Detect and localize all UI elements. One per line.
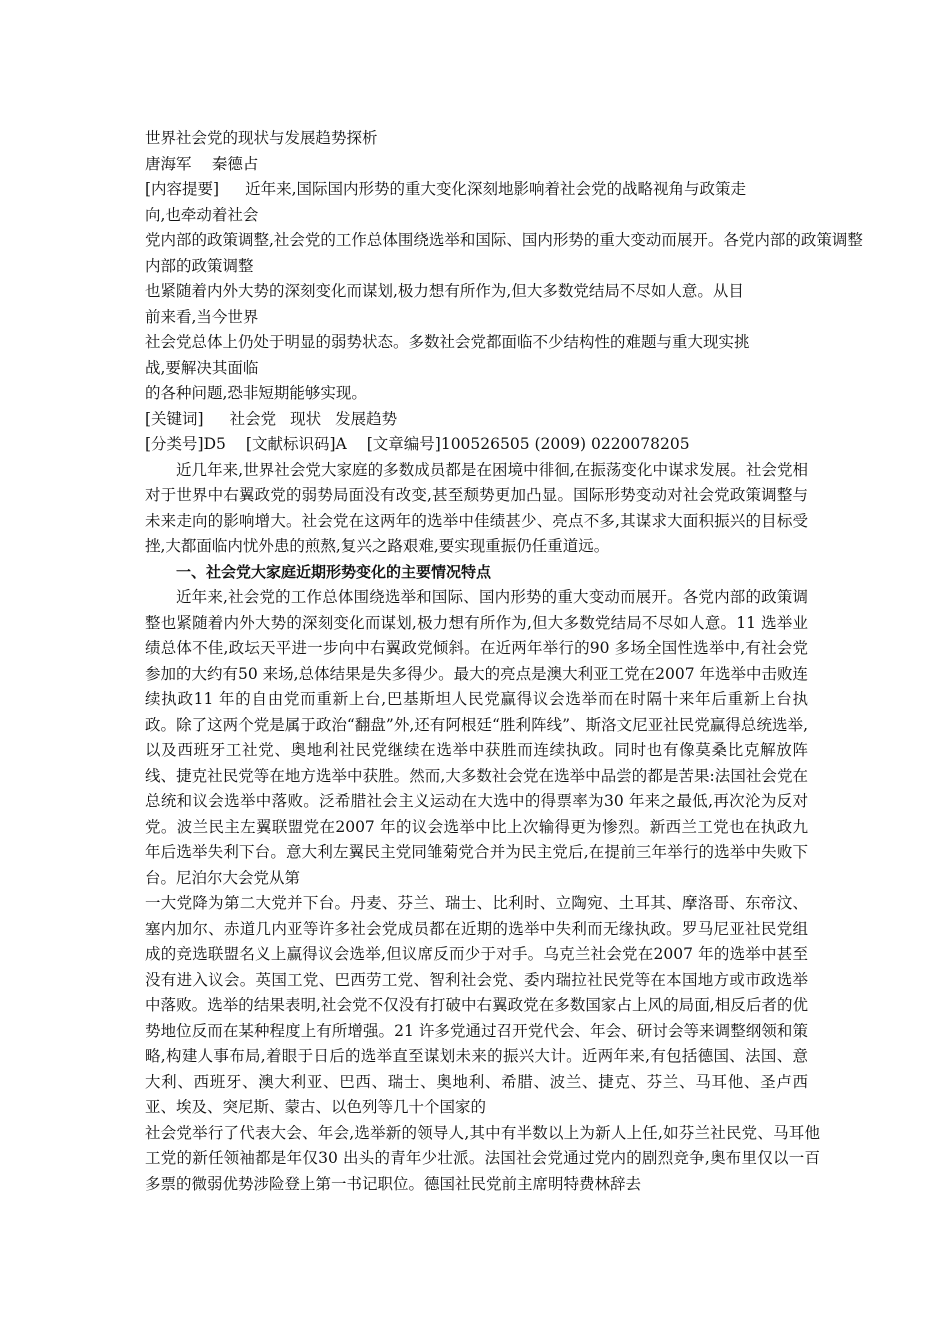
abstract-row-7: 社会党总体上仍处于明显的弱势状态。多数社会党都面临不少结构性的难题与重大现实挑 xyxy=(145,333,750,351)
keyword-3: 发展趋势 xyxy=(335,409,398,428)
article-no-value: 100526505 (2009) 0220078205 xyxy=(440,435,690,453)
abstract-row-1 xyxy=(145,177,820,203)
keywords-row xyxy=(145,407,820,433)
abstract-row-2: 向,也牵动着社会 xyxy=(145,205,259,224)
abstract-row-8: 战,要解决其面临 xyxy=(145,358,259,377)
classification-row xyxy=(145,432,820,458)
class-value: D5 xyxy=(203,435,226,453)
article-no-label: [文章编号] xyxy=(366,435,441,453)
abstract-row-6: 前来看,当今世界 xyxy=(145,307,259,326)
abstract-row-9: 的各种问题,恐非短期能够实现。 xyxy=(145,384,367,402)
abstract-row-3: 党内部的政策调整,社会党的工作总体围绕选举和国际、国内形势的重大变动而展开。各党内部的政策调整 xyxy=(145,231,863,249)
authors-line: 唐海军 秦德占 xyxy=(145,154,259,173)
title-line: 世界社会党的现状与发展趋势探析 xyxy=(145,129,378,147)
abstract-row-5: 也紧随着内外大势的深刻变化而谋划,极力想有所作为,但大多数党结局不尽如人意。从目 xyxy=(145,282,744,300)
body-paragraph-2: 一大党降为第二大党并下台。丹麦、芬兰、瑞士、比利时、立陶宛、土耳其、摩洛哥、东帝汶、塞内加尔、赤道几内亚等许多社会党成员都在近期的选举中失利而无缘执政。罗马尼亚社民党组成的竞选联盟名义上赢得议会选举,但议席反而少于对手。乌克兰社会党在2007 年的选举中甚至没有进入议会。英国工党、巴西劳工党、智利社会党、委内瑞拉社民党等在本国地方或市政选举中落败。选举的结果表明,社会党不仅没有打破中右翼政党在多数国家占上风的局面,相反后者的优势地位反而在某种程度上有所增强。21 许多党通过召开党代会、年会、研讨会等来调整纲领和策略,构建人事布局,着眼于日后的选举直至谋划未来的振兴大计。近两年来,有包括德国、法国、意大利、西班牙、澳大利亚、巴西、瑞士、奥地利、希腊、波兰、捷克、芬兰、马耳他、圣卢西亚、埃及、突尼斯、蒙古、以色列等几十个国家的 xyxy=(145,894,808,1116)
body-paragraph-1: 近年来,社会党的工作总体围绕选举和国际、国内形势的重大变动而展开。各党内部的政策调整也紧随着内外大势的深刻变化而谋划,极力想有所作为,但大多数党结局不尽如人意。11 选举业绩总体不佳,政坛天平进一步向中右翼政党倾斜。在近两年举行的90 多场全国性选举中,有社会党参加的大约有50 来场,总体结果是失多得少。最大的亮点是澳大利亚工党在2007 年选举中击败连续执政11 年的自由党而重新上台,巴基斯坦人民党赢得议会选举而在时隔十来年后重新上台执政。除了这两个党是属于政治“翻盘”外,还有阿根廷“胜利阵线”、斯洛文尼亚社民党赢得总统选举,以及西班牙工社党、奥地利社民党继续在选举中获胜而连续执政。同时也有像莫桑比克解放阵线、捷克社民党等在地方选举中获胜。然而,大多数社会党在选举中品尝的都是苦果:法国社会党在总统和议会选举中落败。泛希腊社会主义运动在大选中的得票率为30 年来之最低,再次沦为反对党。波兰民主左翼联盟党在2007 年的议会选举中比上次输得更为惨烈。新西兰工党也在执政九年后选举失利下台。意大利左翼民主党同雏菊党合并为民主党后,在提前三年举行的选举中失败下台。尼泊尔大会党从第 xyxy=(145,588,808,887)
keywords-label: [关键词] xyxy=(145,409,204,428)
class-label: [分类号] xyxy=(145,435,204,453)
abstract-seg-1a: 近年来,国际国内形势的重大变化深刻地影响着社会党的战略视角与政策走 xyxy=(245,180,747,198)
body-paragraph-3: 社会党举行了代表大会、年会,选举新的领导人,其中有半数以上为新人上任,如芬兰社民党、马耳他工党的新任领袖都是年仅30 出头的青年少壮派。法国社会党通过党内的剧烈竞争,奥布里仅以一百多票的微弱优势涉险登上第一书记职位。德国社民党前主席明特费林辞去 xyxy=(145,1123,820,1193)
front-matter xyxy=(145,126,863,1197)
keyword-1: 社会党 xyxy=(229,409,277,428)
doc-code-label: [文献标识码] xyxy=(245,435,336,453)
doc-code-value: A xyxy=(335,435,347,453)
abstract-label-text: [内容提要] xyxy=(145,180,220,198)
abstract-row-4: 内部的政策调整 xyxy=(145,256,254,275)
section-heading: 一、社会党大家庭近期形势变化的主要情况特点 xyxy=(176,562,492,581)
keyword-2: 现状 xyxy=(290,409,322,428)
intro-paragraph: 近几年来,世界社会党大家庭的多数成员都是在困境中徘徊,在振荡变化中谋求发展。社会党相对于世界中右翼政党的弱势局面没有改变,甚至颓势更加凸显。国际形势变动对社会党政策调整与未来走向的影响增大。社会党在这两年的选举中佳绩甚少、亮点不多,其谋求大面积振兴的目标受挫,大都面临内忧外患的煎熬,复兴之路艰难,要实现重振仍任重道远。 xyxy=(145,460,808,555)
